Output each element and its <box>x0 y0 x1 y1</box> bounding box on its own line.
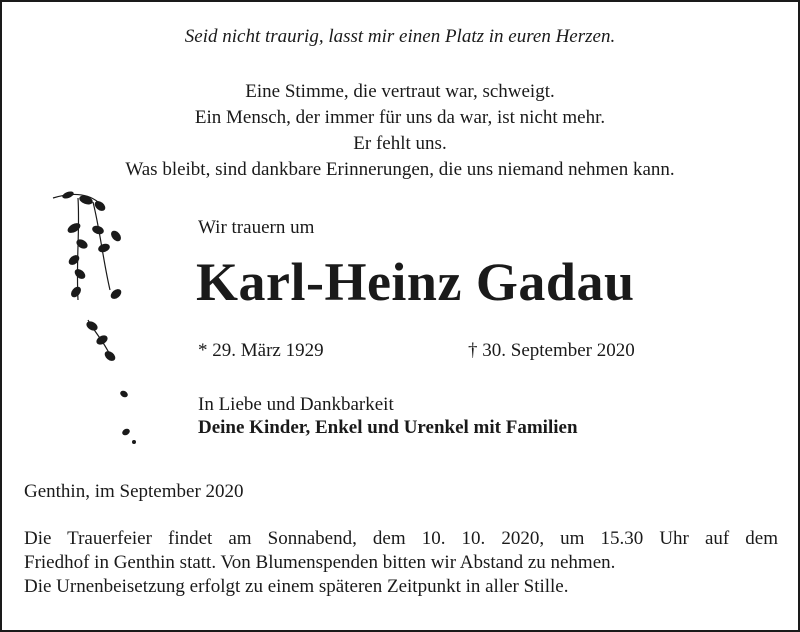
poem-line: Er fehlt uns. <box>353 133 447 154</box>
motto: Seid nicht traurig, lasst mir einen Platz in euren Herzen. <box>184 26 616 47</box>
deceased-name: Karl-Heinz Gadau <box>196 252 635 312</box>
funeral-line: Die Urnenbeisetzung erfolgt zu einem späteren Zeitpunkt in aller Stille. <box>24 576 569 597</box>
poem-line: Eine Stimme, die vertraut war, schweigt. <box>245 81 555 102</box>
birch-branch-icon <box>48 190 148 450</box>
poem-line: Ein Mensch, der immer für uns da war, ist nicht mehr. <box>194 107 606 128</box>
poem-line: Was bleibt, sind dankbare Erinnerungen, die uns niemand nehmen kann. <box>125 159 675 180</box>
place-date: Genthin, im September 2020 <box>24 481 244 502</box>
mourners: Deine Kinder, Enkel und Urenkel mit Familien <box>198 417 578 438</box>
birth-date: * 29. März 1929 <box>198 340 324 361</box>
funeral-notice <box>24 527 778 599</box>
death-date: † 30. September 2020 <box>468 340 635 361</box>
funeral-line: Friedhof in Genthin statt. Von Blumenspenden bitten wir Abstand zu nehmen. <box>24 552 616 573</box>
closing-text: In Liebe und Dankbarkeit <box>198 394 394 415</box>
funeral-line: Die Trauerfeier findet am Sonnabend, dem 10. 10. 2020, um 15.30 Uhr auf dem <box>24 528 778 549</box>
intro-text: Wir trauern um <box>198 217 315 238</box>
poem <box>0 79 800 183</box>
